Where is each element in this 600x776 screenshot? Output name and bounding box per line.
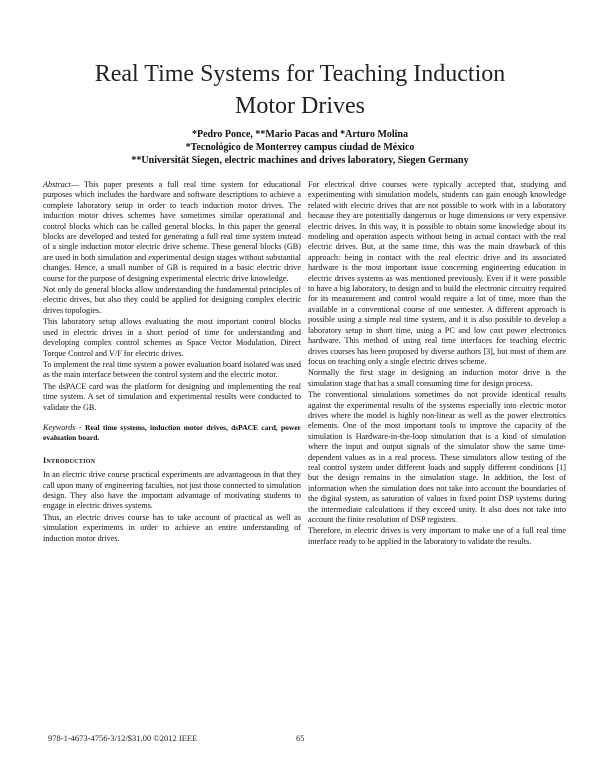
footer-isbn: 978-1-4673-4756-3/12/$31.00 ©2012 IEEE — [48, 733, 198, 743]
abstract-label: Abstract — [43, 180, 71, 189]
right-paragraph-2: Normally the first stage in designing an induction motor drive is the simulation stage that has a small consuming time for design process. — [308, 368, 566, 388]
left-column — [43, 180, 301, 545]
right-column — [308, 180, 566, 548]
right-paragraph-1: For electrical drive courses were typically accepted that, studying and experimenting with simulation models, students can gain enough knowledge related with electric drives that are not possible to work with in a laboratory because they are potentially dangerous or huge dimensions or very expensive electric drives. In this way, it is possible to obtain some knowledge about its modeling and operation aspects without being in actual contact with the real electric drives. But, at the same time, this was the main drawback of this approach: being in contact with the real electric drive and its associated hardware is the most important issue concerning engineering education in electric drives systems as was mentioned previously. Even if it were possible to have a big laboratory, to design and to build the electronic circuitry required for its measurement and control would require a lot of time, more than the available in a conventional course of one semester. A different approach is possible using a simple real time system, and it is also possible to develop a laboratory setup in short time, using a PC and low cost power electronics hardware. This method of using real time interfaces for teaching electric drives courses has been proposed by diverse authors [3], but most of them are focus on teaching only a single electric drives scheme. — [308, 180, 566, 366]
keywords — [43, 423, 301, 444]
abstract-paragraph-4: To implement the real time system a power evaluation board isolated was used as the main interface between the control system and the electric motor. — [43, 359, 301, 380]
introduction-heading: Introduction — [43, 455, 96, 465]
title-line-2: Motor Drives — [235, 93, 365, 119]
affiliation-1: *Tecnológico de Monterrey campus ciudad de México — [185, 142, 415, 153]
page-number: 65 — [296, 733, 305, 743]
intro-paragraph-1: In an electric drive course practical experiments are advantageous in that they call upon many of engineering faculties, not just those connected to simulation design. They also have the important advantage of motivating students to engage in electric drives systems. — [43, 470, 301, 511]
abstract-text-1: — This paper presents a full real time system for educational purposes which includes the hardware and software descriptions to achieve a complete laboratory setup in order to teach induction motor drives. The induction motor drives schemes have sometimes similar operational and control blocks which can be called general blocks. In this paper the general blocks are developed and tested for generating a full real time system instead of a single induction motor electric drive scheme. These general blocks (GB) are used in both simulation and experimental design stages without substantial changes. Hence, a small number of GB is required in a basic electric drive course for the purpose of designing experimental electric drive knowledge. — [43, 180, 301, 283]
right-paragraph-4: Therefore, in electric drives is very important to make use of a full real time interface ready to be applied in the laboratory to validate the results. — [308, 526, 566, 546]
paper-title — [40, 58, 560, 122]
title-line-1: Real Time Systems for Teaching Induction — [94, 61, 506, 87]
intro-paragraph-2: Thus, an electric drives course has to take account of practical as well as simulation experiments in order to achieve an entire understanding of induction motor drives. — [43, 512, 301, 543]
affiliation-2: **Universität Siegen, electric machines and drives laboratory, Siegen Germany — [131, 155, 469, 166]
keywords-text: Real time systems, induction motor drives, dsPACE card, power evaluation board. — [43, 422, 301, 443]
abstract-paragraph-2: Not only do general blocks allow understanding the fundamental principles of electric drives, but also they could be applied for designing complex electric drives topologies. — [43, 285, 301, 315]
right-paragraph-3: The conventional simulations sometimes do not provide identical results against the experimental results of the systems especially into electric motor drives where the model is highly non-linear as well as the power electronics elements. One of the most important tools to improve the capacity of the simulation is Hardware-in-the-loop simulation that is a kind of simulation where the input and output signals of the simulator show the same time-dependent values as in a real process. These simulators allow testing of the real control system under different loads and supply different conditions [1] but the design remains in the simulation stage. In addition, the lost of information when the simulation does not take into account the boundaries of the digital system, as saturation of values in fixed point DSP systems during the intermediate calculations if they exceed unity. It also does not take into account the finite resolution of DSP registers. — [308, 390, 566, 524]
author-block — [40, 128, 560, 167]
abstract-paragraph-5: The dsPACE card was the platform for designing and implementing the real time system. A set of simulation and experimental results were conducted to validate the GB. — [43, 381, 301, 412]
abstract-paragraph-3: This laboratory setup allows evaluating the most important control blocks used in electric drives in a short period of time for understanding and developing complex control schemes as Space Vector Modulation, Direct Torque Control and V/F for electric drives. — [43, 317, 301, 358]
abstract-paragraph-1 — [43, 180, 301, 284]
author-names: *Pedro Ponce, **Mario Pacas and *Arturo Molina — [192, 129, 408, 140]
keywords-label: Keywords - — [43, 422, 82, 432]
